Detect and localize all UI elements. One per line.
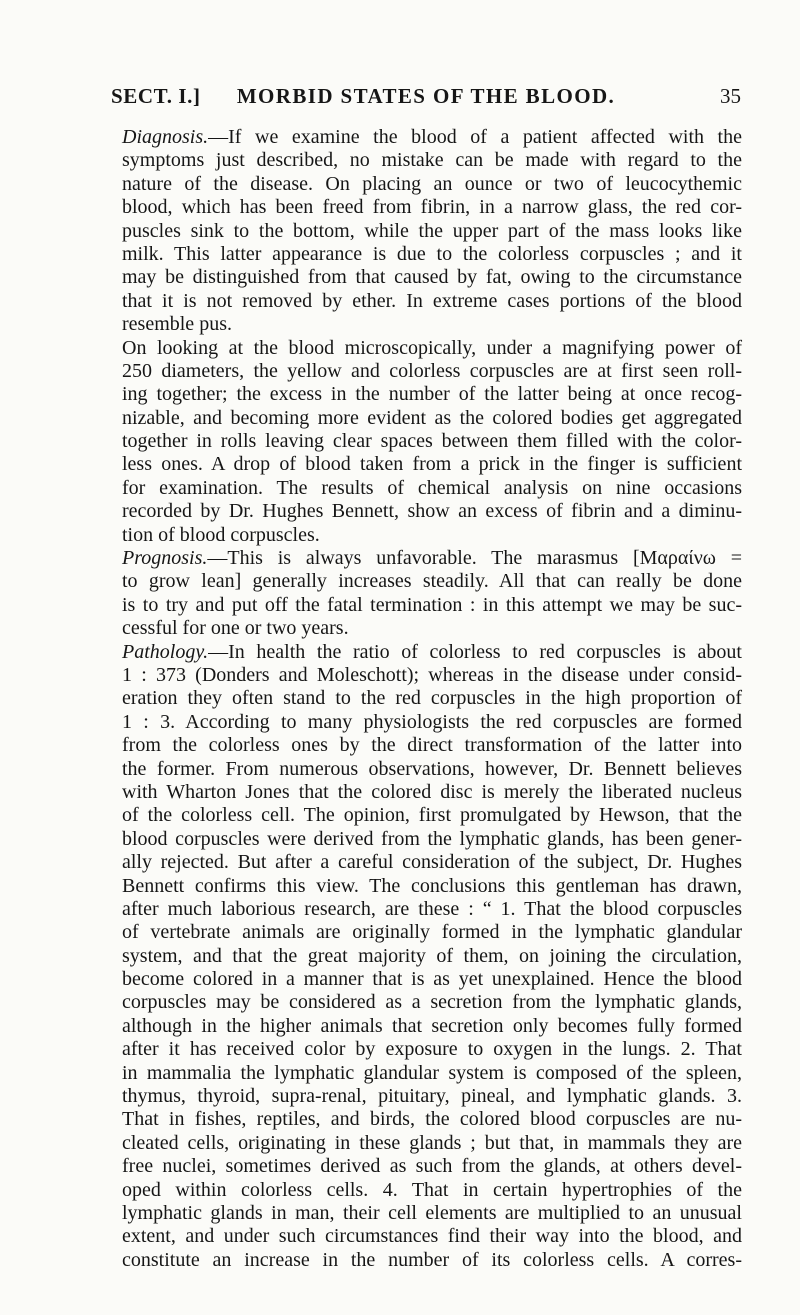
text-line bbox=[122, 1038, 742, 1061]
text-line bbox=[122, 1155, 742, 1178]
line-text: from the colorless ones by the direct transformation of the latter into bbox=[122, 734, 742, 757]
line-text: —If we examine the blood of a patient affected with the bbox=[208, 126, 742, 148]
text-line bbox=[122, 828, 742, 851]
text-line bbox=[122, 687, 742, 710]
section-heading: Diagnosis. bbox=[122, 126, 209, 148]
text-line bbox=[122, 1132, 742, 1155]
line-text: free nuclei, sometimes derived as such from the glands, at others devel- bbox=[122, 1155, 742, 1178]
text-line bbox=[122, 734, 742, 757]
text-line bbox=[122, 290, 742, 313]
text-line bbox=[122, 758, 742, 781]
line-text: that it is not removed by ether. In extreme cases portions of the blood bbox=[122, 289, 742, 312]
line-text: ing together; the excess in the number of the latter being at once recog- bbox=[122, 383, 742, 406]
line-text: resemble pus. bbox=[122, 313, 232, 336]
text-line bbox=[122, 126, 742, 149]
line-text: thymus, thyroid, supra-renal, pituitary, pineal, and lymphatic glands. 3. bbox=[122, 1085, 742, 1108]
text-line bbox=[122, 921, 742, 944]
line-text: after much laborious research, are these : “ 1. That the blood corpuscles bbox=[122, 897, 742, 920]
text-line bbox=[122, 617, 742, 640]
text-line bbox=[122, 453, 742, 476]
line-text: for examination. The results of chemical analysis on nine occasions bbox=[122, 476, 742, 499]
line-text: become colored in a manner that is as yet unexplained. Hence the blood bbox=[122, 968, 742, 991]
text-line bbox=[122, 991, 742, 1014]
line-text: That in fishes, reptiles, and birds, the colored blood corpuscles are nu- bbox=[122, 1108, 742, 1131]
line-text: 250 diameters, the yellow and colorless corpuscles are at first seen roll- bbox=[122, 359, 742, 382]
text-line bbox=[122, 149, 742, 172]
text-line bbox=[122, 313, 742, 336]
line-text: symptoms just described, no mistake can be made with regard to the bbox=[122, 149, 742, 172]
text-line bbox=[122, 570, 742, 593]
line-text: after it has received color by exposure to oxygen in the lungs. 2. That bbox=[122, 1038, 742, 1061]
text-line bbox=[122, 711, 742, 734]
text-line bbox=[122, 500, 742, 523]
line-text: On looking at the blood microscopically, under a magnifying power of bbox=[122, 336, 742, 359]
line-text: extent, and under such circumstances find their way into the blood, and bbox=[122, 1225, 742, 1248]
line-text: ally rejected. But after a careful consideration of the subject, Dr. Hughes bbox=[122, 851, 742, 874]
line-text: in mammalia the lymphatic glandular system is composed of the spleen, bbox=[122, 1061, 742, 1084]
line-text: tion of blood corpuscles. bbox=[122, 523, 320, 546]
section-heading: Pathology. bbox=[122, 640, 209, 663]
line-text: puscles sink to the bottom, while the upper part of the mass looks like bbox=[122, 219, 742, 242]
line-text: nizable, and becoming more evident as the colored bodies get aggregated bbox=[122, 406, 742, 429]
text-line bbox=[122, 547, 742, 570]
text-line bbox=[122, 1015, 742, 1038]
text-line bbox=[122, 1249, 742, 1272]
line-text: 1 : 373 (Donders and Moleschott); whereas in the disease under consid- bbox=[122, 663, 742, 686]
text-line bbox=[122, 1062, 742, 1085]
line-text: Bennett confirms this view. The conclusions this gentleman has drawn, bbox=[122, 874, 742, 897]
text-line bbox=[122, 407, 742, 430]
line-text: 1 : 3. According to many physiologists the red corpuscles are formed bbox=[122, 710, 742, 733]
line-text: of the colorless cell. The opinion, first promulgated by Hewson, that the bbox=[122, 804, 742, 827]
section-marker: SECT. I.] bbox=[111, 84, 201, 108]
line-text: system, and that the great majority of them, on joining the circulation, bbox=[122, 944, 742, 967]
text-line bbox=[122, 243, 742, 266]
line-text: —In health the ratio of colorless to red corpuscles is about bbox=[208, 640, 742, 663]
text-line bbox=[122, 804, 742, 827]
line-text: the former. From numerous observations, however, Dr. Bennett believes bbox=[122, 757, 742, 780]
line-text: nature of the disease. On placing an ounce or two of leucocythemic bbox=[122, 172, 742, 195]
line-text: lymphatic glands in man, their cell elements are multiplied to an unusual bbox=[122, 1201, 742, 1224]
line-text: although in the higher animals that secretion only becomes fully formed bbox=[122, 1014, 742, 1037]
text-line bbox=[122, 781, 742, 804]
running-head bbox=[111, 84, 741, 112]
line-text: milk. This latter appearance is due to the colorless corpuscles ; and it bbox=[122, 242, 742, 265]
line-text: blood corpuscles were derived from the lymphatic glands, has been gener- bbox=[122, 827, 742, 850]
text-line bbox=[122, 337, 742, 360]
text-line bbox=[122, 875, 742, 898]
body-text bbox=[122, 126, 742, 1272]
section-heading: Prognosis. bbox=[122, 547, 208, 570]
text-line bbox=[122, 1179, 742, 1202]
text-line bbox=[122, 968, 742, 991]
text-line bbox=[122, 898, 742, 921]
line-text: may be distinguished from that caused by fat, owing to the circumstance bbox=[122, 266, 742, 289]
text-line bbox=[122, 851, 742, 874]
line-text: —This is always unfavorable. The marasmus [Μαραίνω = bbox=[207, 547, 742, 570]
text-line bbox=[122, 1108, 742, 1131]
line-text: corpuscles may be considered as a secretion from the lymphatic glands, bbox=[122, 991, 742, 1014]
text-line bbox=[122, 1085, 742, 1108]
line-text: together in rolls leaving clear spaces between them filled with the color- bbox=[122, 430, 742, 453]
line-text: is to try and put off the fatal termination : in this attempt we may be suc- bbox=[122, 593, 742, 616]
text-line bbox=[122, 1202, 742, 1225]
text-line bbox=[122, 945, 742, 968]
page-title: MORBID STATES OF THE BLOOD. bbox=[236, 84, 616, 108]
line-text: constitute an increase in the number of its colorless cells. A corres- bbox=[122, 1248, 742, 1271]
line-text: cleated cells, originating in these glands ; but that, in mammals they are bbox=[122, 1131, 742, 1154]
line-text: to grow lean] generally increases steadily. All that can really be done bbox=[122, 570, 742, 593]
line-text: oped within colorless cells. 4. That in certain hypertrophies of the bbox=[122, 1178, 742, 1201]
text-line bbox=[122, 266, 742, 289]
line-text: recorded by Dr. Hughes Bennett, show an excess of fibrin and a diminu- bbox=[122, 500, 742, 523]
text-line bbox=[122, 430, 742, 453]
line-text: less ones. A drop of blood taken from a prick in the finger is sufficient bbox=[122, 453, 742, 476]
text-line bbox=[122, 641, 742, 664]
text-line bbox=[122, 360, 742, 383]
text-line bbox=[122, 594, 742, 617]
text-line bbox=[122, 664, 742, 687]
text-line bbox=[122, 196, 742, 219]
text-line bbox=[122, 524, 742, 547]
text-line bbox=[122, 173, 742, 196]
line-text: eration they often stand to the red corpuscles in the high proportion of bbox=[122, 687, 742, 710]
text-line bbox=[122, 383, 742, 406]
line-text: of vertebrate animals are originally formed in the lymphatic glandular bbox=[122, 921, 742, 944]
line-text: cessful for one or two years. bbox=[122, 617, 349, 640]
line-text: with Wharton Jones that the colored disc is merely the liberated nucleus bbox=[122, 780, 742, 803]
text-line bbox=[122, 477, 742, 500]
page-number: 35 bbox=[720, 84, 741, 108]
text-line bbox=[122, 1225, 742, 1248]
line-text: blood, which has been freed from fibrin, in a narrow glass, the red cor- bbox=[122, 196, 742, 219]
text-line bbox=[122, 220, 742, 243]
